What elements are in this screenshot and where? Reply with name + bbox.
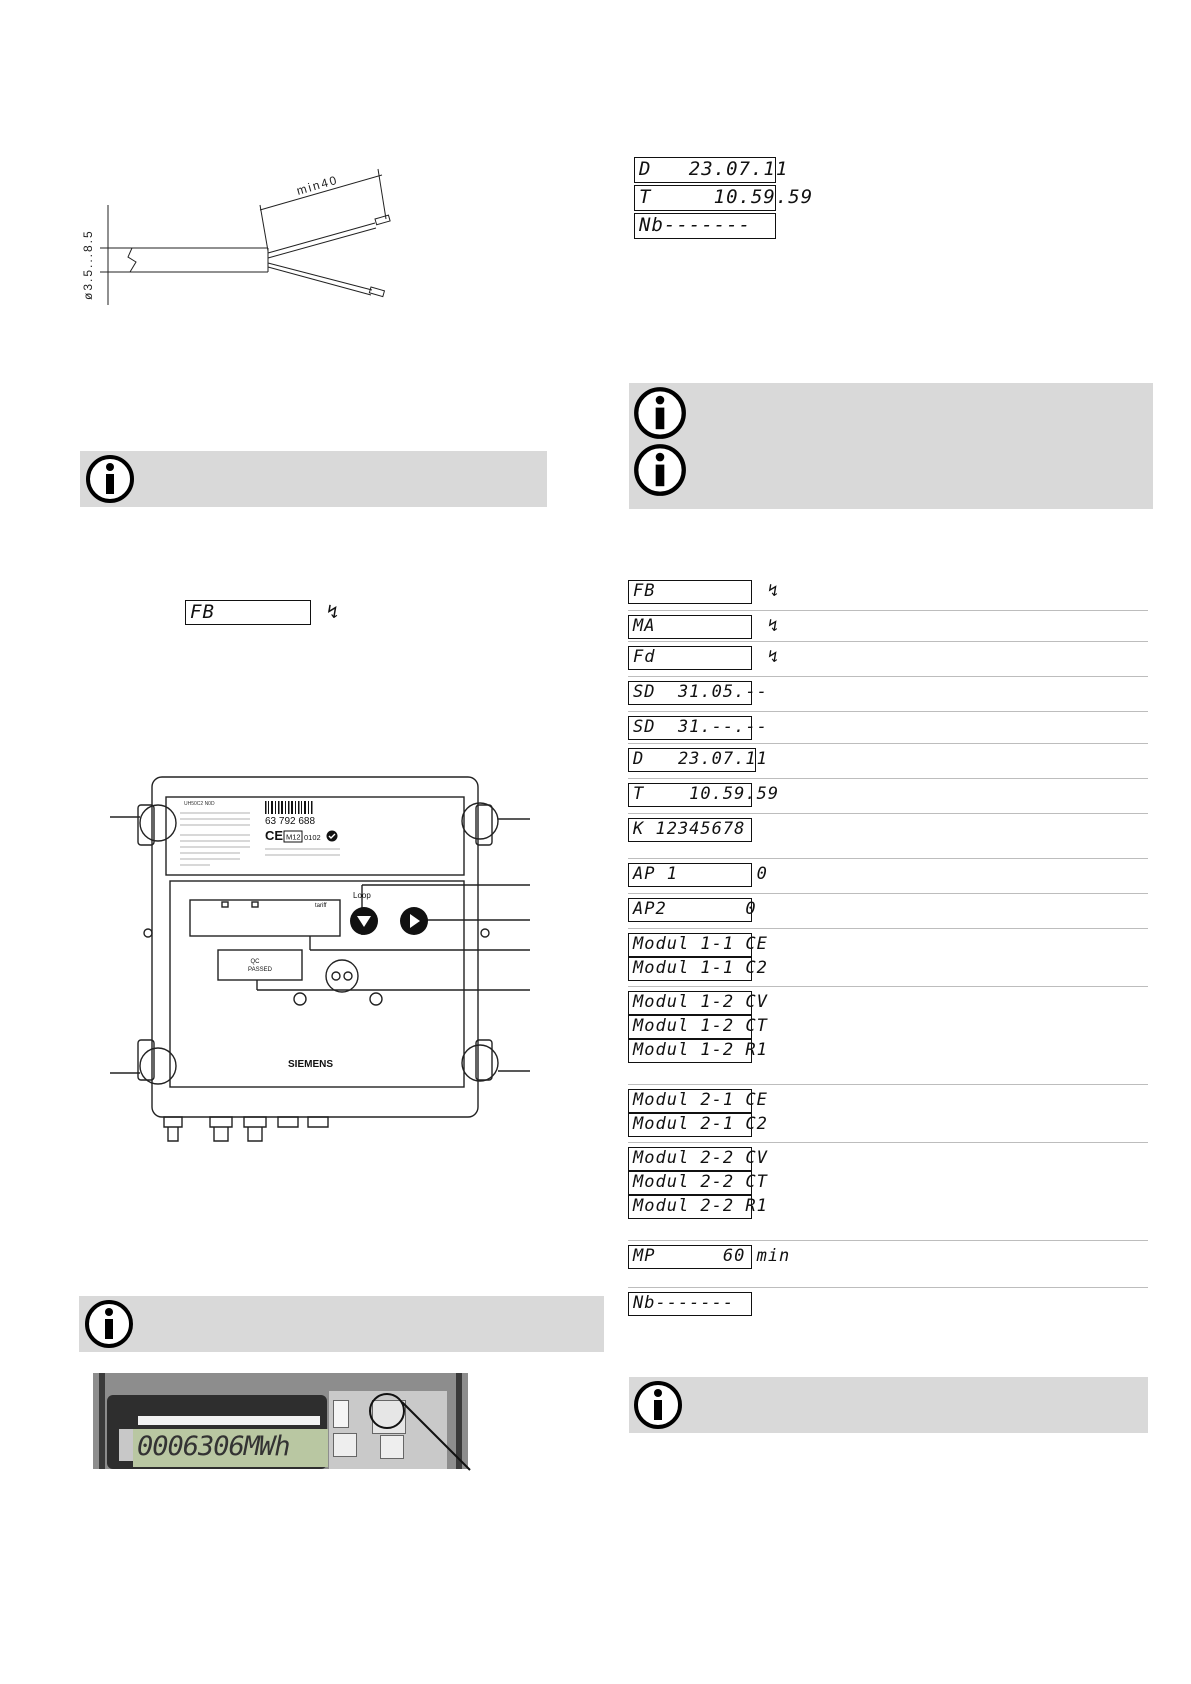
row-separator <box>628 676 1148 677</box>
row-separator <box>628 1287 1148 1288</box>
passed-label: PASSED <box>248 967 272 973</box>
display-list-item: MP 60 min <box>628 1245 752 1269</box>
info-bar <box>629 1377 1148 1433</box>
display-list-item: Modul 1-2 R1 <box>628 1039 752 1063</box>
row-separator <box>628 986 1148 987</box>
display-list-item: SD 31.--.-- <box>628 716 752 740</box>
display-list-item: T 10.59.59 <box>628 783 752 807</box>
barcode <box>265 801 313 814</box>
m-number: 0102 <box>304 833 321 842</box>
display-list-item: Modul 1-2 CV <box>628 991 752 1015</box>
display-list-item: SD 31.05.-- <box>628 681 752 705</box>
display-list-item: Modul 2-2 CV <box>628 1147 752 1171</box>
row-separator <box>628 813 1148 814</box>
display-list-item: D 23.07.11 <box>628 748 756 772</box>
info-box <box>629 383 1153 509</box>
row-separator <box>628 858 1148 859</box>
row-separator <box>628 1240 1148 1241</box>
row-separator <box>628 743 1148 744</box>
display-time: T 10.59.59 <box>634 185 776 211</box>
display-list-item: Modul 2-2 R1 <box>628 1195 752 1219</box>
brand-logo: SIEMENS <box>288 1059 334 1070</box>
row-separator <box>628 1084 1148 1085</box>
info-icon <box>633 1380 683 1430</box>
check-mark-icon <box>327 831 338 842</box>
row-separator <box>628 778 1148 779</box>
info-bar <box>80 451 547 507</box>
row-separator <box>628 893 1148 894</box>
info-icon <box>633 443 687 497</box>
display-list-item: FB ↯ <box>628 580 752 604</box>
display-list-item: MA ↯ <box>628 615 752 639</box>
arrow-down-button-icon <box>350 907 378 935</box>
label-type: UH50C2 N0D <box>184 801 215 807</box>
meter-front-drawing <box>110 775 530 1145</box>
display-fb: FB ↯ <box>185 600 311 625</box>
cable-dimension-drawing <box>80 165 410 310</box>
display-list-item: Modul 1-2 CT <box>628 1015 752 1039</box>
loop-label: Loop <box>353 891 371 900</box>
display-list-item: Modul 1-1 C2 <box>628 957 752 981</box>
display-list-item: Modul 2-1 C2 <box>628 1113 752 1137</box>
row-separator <box>628 928 1148 929</box>
qc-label: QC <box>250 959 260 965</box>
m-mark: M12 <box>286 832 301 842</box>
info-bar <box>79 1296 604 1352</box>
info-icon <box>84 1299 134 1349</box>
info-icon <box>85 454 135 504</box>
dim-diameter-label: ø3.5...8.5 <box>81 229 95 300</box>
display-list <box>628 578 1148 1318</box>
display-date: D 23.07.11 <box>634 157 776 183</box>
row-separator <box>628 1142 1148 1143</box>
plate-number: 63 792 688 <box>265 816 316 827</box>
display-list-item: Modul 2-1 CE <box>628 1089 752 1113</box>
row-separator <box>628 641 1148 642</box>
row-separator <box>628 711 1148 712</box>
photo-leader-line <box>400 1400 480 1480</box>
dim-length-label: min40 <box>294 172 340 198</box>
display-list-item: Modul 2-2 CT <box>628 1171 752 1195</box>
display-list-item: Nb------- <box>628 1292 752 1316</box>
tariff-label: tariff <box>315 903 327 909</box>
display-list-item: Modul 1-1 CE <box>628 933 752 957</box>
display-list-item: Fd ↯ <box>628 646 752 670</box>
display-nb: Nb------- <box>634 213 776 239</box>
display-list-item: AP2 0 <box>628 898 752 922</box>
display-list-item: AP 1 0 <box>628 863 752 887</box>
info-icon <box>633 386 687 440</box>
display-list-item: K 12345678 <box>628 818 752 842</box>
ce-mark: CE <box>265 828 284 843</box>
photo-lcd-value: 0006306MWh <box>137 1431 290 1462</box>
row-separator <box>628 610 1148 611</box>
arrow-right-button-icon <box>400 907 428 935</box>
